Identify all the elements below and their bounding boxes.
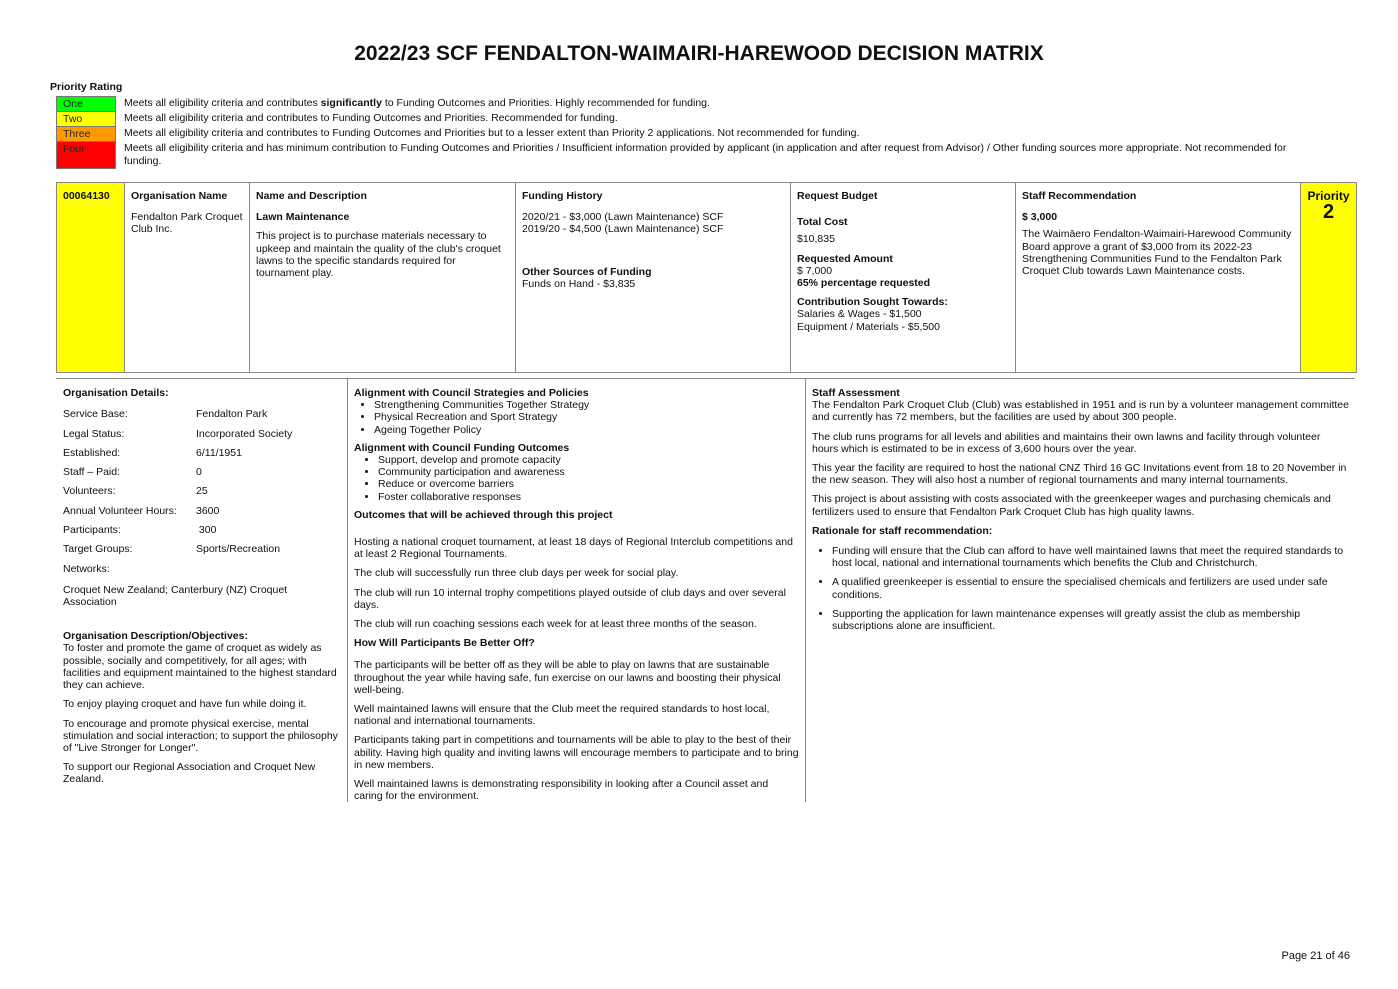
other-sources-heading: Other Sources of Funding <box>522 265 652 278</box>
rationale-list <box>812 545 1349 632</box>
networks-value: Croquet New Zealand; Canterbury (NZ) Croquet Association <box>63 583 288 609</box>
budget-heading: Request Budget <box>797 190 878 202</box>
page-number: Page 21 of 46 <box>1281 950 1350 962</box>
total-cost-label: Total Cost <box>797 216 848 229</box>
achieved-paragraph: Hosting a national croquet tournament, at least 18 days of Regional Interclub competitions and at least 2 Regional Tournaments. <box>354 536 793 561</box>
organisation-column <box>125 183 250 372</box>
detail-row: Networks: <box>63 562 110 575</box>
org-heading: Organisation Name <box>131 190 228 202</box>
legend-row-one <box>56 96 1316 111</box>
better-off-paragraph: Well maintained lawns will ensure that the Club meet the required standards to host local, national and international tournaments. <box>354 703 770 728</box>
org-name: Fendalton Park Croquet Club Inc. <box>131 211 243 236</box>
list-item: • Funding will ensure that the Club can afford to have well maintained lawns that meet the required standards to host local, national and international tournaments which benefits the Club and Christchurch. <box>832 545 1349 569</box>
achieved-paragraph: The club will successfully run three club days per week for social play. <box>354 567 679 580</box>
decision-matrix-row <box>56 182 1357 373</box>
funding-history-column <box>516 183 791 372</box>
strategies-list <box>354 399 799 436</box>
achieved-paragraph: The club will run coaching sessions each week for at least three months of the season. <box>354 618 757 631</box>
contribution-label: Contribution Sought Towards: <box>797 296 948 309</box>
priority-legend <box>56 96 1316 169</box>
detail-row: Participants: 300 <box>63 523 217 536</box>
objective-paragraph: To encourage and promote physical exercise, mental stimulation and social interaction; to support the philosophy of "Live Stronger for Longer". <box>63 717 338 754</box>
objective-paragraph: To support our Regional Association and Croquet New Zealand. <box>63 761 316 786</box>
detail-row: Volunteers: 25 <box>63 485 208 498</box>
staff-heading: Staff Recommendation <box>1022 190 1137 202</box>
assessment-paragraph: This year the facility are required to host the national CNZ Third 16 GC Invitations event from 18 to 20 November in the new season. They will also host a number of regional tournaments and many internal tournaments. <box>812 462 1347 487</box>
legend-row-four <box>56 141 1316 169</box>
other-sources: Funds on Hand - $3,835 <box>522 277 636 290</box>
project-name: Lawn Maintenance <box>256 211 350 224</box>
assessment-paragraph: The club runs programs for all levels and abilities and maintains their own lawns and facility through volunteer hours which is estimated to be in excess of 3,600 hours over the year. <box>812 430 1321 455</box>
contribution-item: Equipment / Materials - $5,500 <box>797 320 940 333</box>
priority-column <box>1301 183 1356 372</box>
legend-text: Meets all eligibility criteria and contributes significantly to Funding Outcomes and Priorities. Highly recommended for funding. <box>124 97 710 109</box>
project-description: This project is to purchase materials necessary to upkeep and maintain the quality of the club's croquet lawns to the specific standards required for tournament play. <box>256 230 501 280</box>
priority-value: 2 <box>1322 201 1335 224</box>
achieved-heading: Outcomes that will be achieved through this project <box>354 508 613 521</box>
list-item: • Ageing Together Policy <box>374 424 799 436</box>
funding-history-item: 2019/20 - $4,500 (Lawn Maintenance) SCF <box>522 223 724 236</box>
requested-label: Requested Amount <box>797 252 893 265</box>
detail-row: Established: 6/11/1951 <box>63 446 242 459</box>
legend-text: Meets all eligibility criteria and contributes to Funding Outcomes and Priorities. Recommended for funding. <box>124 112 618 124</box>
org-details-heading: Organisation Details: <box>63 387 169 399</box>
assessment-paragraph: This project is about assisting with costs associated with the greenkeeper wages and purchasing chemicals and fertilizers used to ensure that Fendalton Park Croquet Club has high quality lawns. <box>812 493 1331 518</box>
list-item: • Reduce or overcome barriers <box>378 478 799 490</box>
list-item: • Community participation and awareness <box>378 466 799 478</box>
detail-row: Annual Volunteer Hours: 3600 <box>63 504 220 517</box>
contribution-item: Salaries & Wages - $1,500 <box>797 308 922 321</box>
alignment-panel <box>348 379 806 802</box>
better-off-paragraph: The participants will be better off as they will be able to play on lawns that are sustainable throughout the year while having safe, fun exercise on our lawns and boosting their physical well-being. <box>354 659 781 696</box>
name-heading: Name and Description <box>256 190 367 202</box>
list-item: • Supporting the application for lawn maintenance expenses will greatly assist the club as membership subscriptions alone are insufficient. <box>832 608 1349 632</box>
staff-amount: $ 3,000 <box>1022 211 1058 224</box>
better-off-paragraph: Well maintained lawns is demonstrating responsibility in looking after a Council asset and caring for the environment. <box>354 778 769 803</box>
outcomes-list <box>354 454 799 503</box>
funding-heading: Funding History <box>522 190 603 202</box>
request-budget-column <box>791 183 1016 372</box>
priority-heading: Priority <box>1307 189 1350 203</box>
better-off-paragraph: Participants taking part in competitions and tournaments will be able to play to the best of their ability. Having high quality and inviting lawns will encourage members to participate and to bring in new members. <box>354 734 799 771</box>
achieved-paragraph: The club will run 10 internal trophy competitions played outside of club days and over several days. <box>354 586 786 611</box>
staff-recommendation-column <box>1016 183 1301 372</box>
organisation-details-panel <box>56 379 348 802</box>
detail-row: Legal Status: Incorporated Society <box>63 427 293 440</box>
assessment-paragraph: The Fendalton Park Croquet Club (Club) was established in 1951 and is run by a volunteer management committee and currently has 72 members, but the facilities are used by about 300 people. <box>812 399 1349 424</box>
list-item: • Strengthening Communities Together Strategy <box>374 399 799 411</box>
rationale-heading: Rationale for staff recommendation: <box>812 524 993 537</box>
list-item: • Foster collaborative responses <box>378 491 799 503</box>
detail-row: Staff – Paid: 0 <box>63 466 202 479</box>
objective-paragraph: To enjoy playing croquet and have fun while doing it. <box>63 698 307 711</box>
legend-row-two <box>56 111 1316 126</box>
name-description-column <box>250 183 516 372</box>
application-id: 00064130 <box>57 183 125 372</box>
staff-recommendation-text: The Waimāero Fendalton-Waimairi-Harewood Community Board approve a grant of $3,000 from its 2022-23 Strengthening Communities Fund to the Fendalton Park Croquet Club towards Lawn Maintenance costs. <box>1022 228 1292 278</box>
org-description-heading: Organisation Description/Objectives: <box>63 630 248 643</box>
staff-assessment-panel <box>806 379 1355 639</box>
list-item: • A qualified greenkeeper is essential to ensure the specialised chemicals and fertilizers are used under safe conditions. <box>832 576 1349 600</box>
list-item: • Physical Recreation and Sport Strategy <box>374 411 799 423</box>
objective-paragraph: To foster and promote the game of croquet as widely as possible, socially and competitively, for all ages; with facilities and equipment maintained to the highest standard they can achieve. <box>63 642 337 692</box>
detail-row: Target Groups: Sports/Recreation <box>63 543 281 556</box>
funding-history-item: 2020/21 - $3,000 (Lawn Maintenance) SCF <box>522 211 724 224</box>
page-title: 2022/23 SCF FENDALTON-WAIMAIRI-HAREWOOD DECISION MATRIX <box>354 42 1044 65</box>
detail-row: Service Base: Fendalton Park <box>63 408 268 421</box>
legend-swatch: Four <box>56 141 116 169</box>
total-cost: $10,835 <box>797 233 835 246</box>
legend-text: Meets all eligibility criteria and has minimum contribution to Funding Outcomes and Priorities / Insufficient information provided by applicant (in application and after request from Advisor) / Other funding sources more appropriate. Not recommended for funding. <box>124 142 1287 167</box>
staff-assessment-heading: Staff Assessment <box>812 387 900 399</box>
priority-rating-heading: Priority Rating <box>50 81 123 93</box>
legend-text: Meets all eligibility criteria and contributes to Funding Outcomes and Priorities but to a lesser extent than Priority 2 applications. Not recommended for funding. <box>124 127 860 139</box>
legend-swatch: Two <box>56 111 116 126</box>
legend-swatch: Three <box>56 126 116 141</box>
strategies-heading: Alignment with Council Strategies and Policies <box>354 387 589 399</box>
list-item: • Support, develop and promote capacity <box>378 454 799 466</box>
requested-amount: $ 7,000 <box>797 264 833 277</box>
better-off-heading: How Will Participants Be Better Off? <box>354 637 535 650</box>
outcomes-heading: Alignment with Council Funding Outcomes <box>354 441 570 454</box>
legend-swatch: One <box>56 96 116 111</box>
percentage-requested: 65% percentage requested <box>797 277 931 290</box>
legend-row-three <box>56 126 1316 141</box>
